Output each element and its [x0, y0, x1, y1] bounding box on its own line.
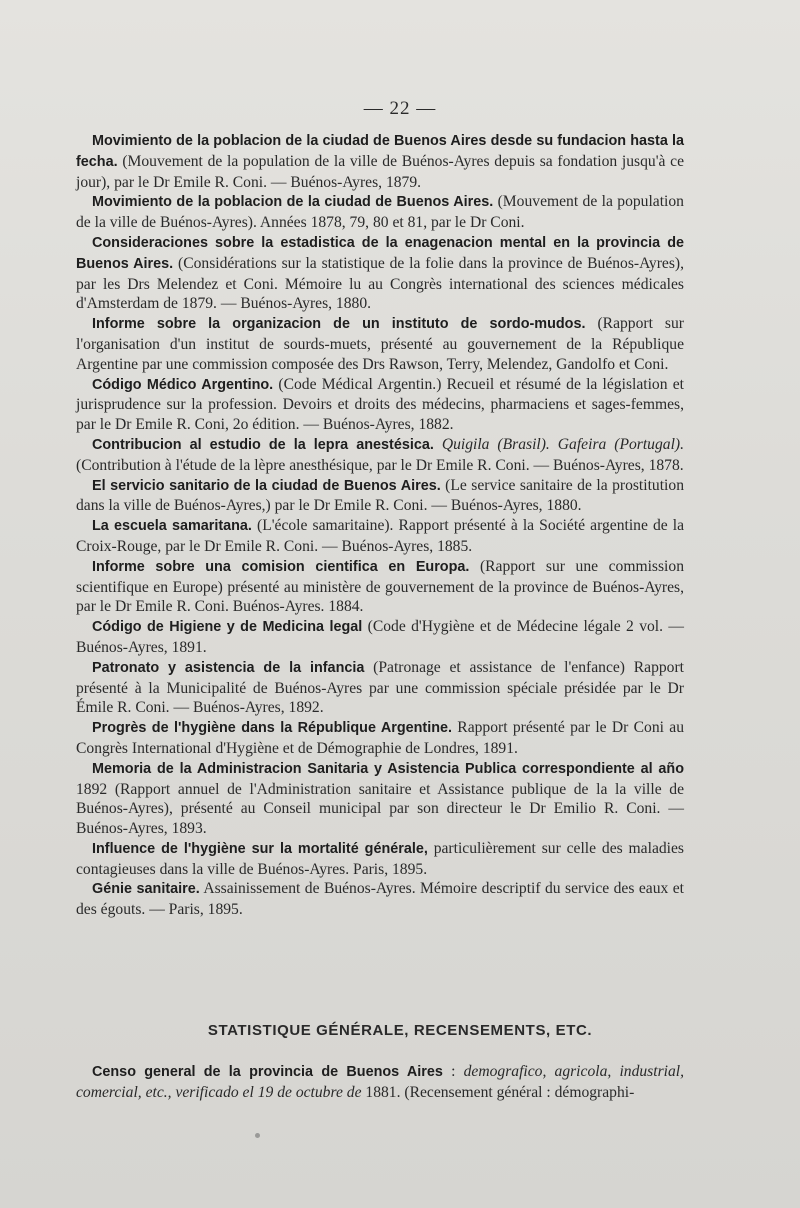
- entry-italic: demografico, agricola, industrial, comercial, etc., verificado el 19 de octubre de: [76, 1063, 684, 1101]
- entry-text: (Considérations sur la statistique de la folie dans la province de Buénos-Ayres), par les Drs Melendez et Coni. Mémoire lu au Congrès international des sciences médicales d'Amsterdam de 1879. — Buénos-Ayres, 1880.: [76, 254, 685, 313]
- entry-text: (L'école samaritaine). Rapport présenté à la Société argentine de la Croix-Rouge, par le Dr Emile R. Coni. — Buénos-Ayres, 1885.: [76, 517, 684, 555]
- bibliography-entry: [76, 759, 684, 839]
- entry-separator: :: [442, 1063, 464, 1080]
- bibliography-entry: [76, 131, 684, 192]
- entry-title: Informe sobre una comision cientifica en Europa.: [92, 558, 470, 575]
- bibliography-entry: [76, 233, 684, 314]
- entry-title: Patronato y asistencia de la infancia: [92, 659, 365, 676]
- bibliography-list: [76, 131, 684, 920]
- entry-text: (Rapport sur l'organisation d'un institut de sourds-muets, présenté au gouvernement de la République Argentine par une commission composée des Drs Rawson, Terry, Melendez, Gandolfo et Coni.: [76, 315, 684, 373]
- entry-title: Informe sobre la organizacion de un instituto de sordo-mudos.: [92, 316, 586, 333]
- entry-title: Memoria de la Administracion Sanitaria y Asistencia Publica correspondiente al año: [92, 760, 684, 777]
- bibliography-entry: [76, 718, 684, 759]
- bibliography-entry: [76, 314, 684, 374]
- entry-title: El servicio sanitario de la ciudad de Buenos Aires.: [92, 477, 441, 494]
- bibliography-entry: [76, 617, 684, 658]
- bibliography-entry: [76, 1062, 684, 1103]
- page-number: — 22 —: [363, 98, 437, 119]
- section-heading: STATISTIQUE GÉNÉRALE, RECENSEMENTS, ETC.: [207, 1022, 593, 1039]
- bibliography-entry: [76, 557, 684, 617]
- entry-text: (Rapport sur une commission scientifique en Europe) présenté au ministère de gouvernement de la province de Buénos-Ayres, par le Dr Emile R. Coni. Buénos-Ayres. 1884.: [76, 557, 684, 616]
- entry-text: Rapport présenté par le Dr Coni au Congrès International d'Hygiène et de Démographie de Londres, 1891.: [76, 719, 684, 757]
- bibliography-entry: [76, 192, 684, 233]
- entry-text: 1881. (Recensement général : démographi-: [361, 1083, 635, 1101]
- entry-title: Progrès de l'hygiène dans la République Argentine.: [92, 720, 452, 737]
- entry-text: (Mouvement de la population de la ville de Buénos-Ayres). Années 1878, 79, 80 et 81, par le Dr Coni.: [76, 193, 684, 232]
- entry-title: Influence de l'hygiène sur la mortalité générale,: [92, 840, 428, 857]
- bibliography-entry: [76, 839, 684, 880]
- entry-title: Código Médico Argentino.: [92, 376, 274, 393]
- entry-text: Assainissement de Buénos-Ayres. Mémoire descriptif du service des eaux et des égouts. — Paris, 1895.: [76, 880, 684, 919]
- bibliography-entry: [76, 879, 684, 920]
- entry-text: particulièrement sur celle des maladies contagieuses dans la ville de Buénos-Ayres. Paris, 1895.: [76, 839, 684, 878]
- entry-text: (Code d'Hygiène et de Médecine légale 2 vol. — Buénos-Ayres, 1891.: [76, 618, 684, 656]
- entry-title: La escuela samaritana.: [92, 518, 252, 535]
- entry-text: (Code Médical Argentin.) Recueil et résumé de la législation et jurisprudence sur la profession. Devoirs et droits des médecins, pharmaciens et sages-femmes, par le Dr Emile R. Coni, 2o édition. — Buénos-Ayres, 1882.: [76, 375, 684, 434]
- entry-title: Contribucion al estudio de la lepra anestésica.: [92, 436, 434, 453]
- entry-text: (Mouvement de la population de la ville de Buénos-Ayres depuis sa fondation jusqu'à ce jour), par le Dr Emile R. Coni. — Buénos-Ayres, 1879.: [76, 152, 684, 191]
- entry-title: Censo general de la provincia de Buenos Aires: [92, 1064, 443, 1080]
- entry-title: Génie sanitaire.: [92, 881, 200, 898]
- bibliography-entry: [76, 435, 684, 476]
- entry-text: 1892 (Rapport annuel de l'Administration sanitaire et Assistance publique de la la ville de Buénos-Ayres), présenté au Conseil municipal par son directeur le Dr Emilio R. Coni. — Buénos-Ayres, 1893.: [76, 780, 684, 838]
- bibliography-entry: [76, 516, 684, 557]
- bibliography-entry: [76, 375, 684, 435]
- entry-title: Consideraciones sobre la estadistica de la enagenacion mental en la provincia de Buenos Aires.: [76, 234, 684, 272]
- bibliography-entry: [76, 476, 684, 517]
- entry-text: (Contribution à l'étude de la lèpre anesthésique, par le Dr Emile R. Coni. — Buénos-Ayres, 1878.: [76, 456, 684, 474]
- entry-text: (Le service sanitaire de la prostitution dans la ville de Buénos-Ayres,) par le Dr Emile R. Coni. — Buénos-Ayres, 1880.: [76, 476, 684, 515]
- ink-speck: [255, 1133, 260, 1138]
- entry-title: Código de Higiene y de Medicina legal: [92, 619, 363, 636]
- entry-text: (Patronage et assistance de l'enfance) Rapport présenté à la Municipalité de Buénos-Ayres par une commission spéciale présidée par le Dr Émile R. Coni. — Buénos-Ayres, 1892.: [76, 658, 684, 717]
- bibliography-entry: [76, 658, 684, 718]
- entry-title: Movimiento de la poblacion de la ciudad de Buenos Aires.: [92, 194, 494, 211]
- entry-title: Movimiento de la poblacion de la ciudad de Buenos Aires desde su fundacion hasta la fecha.: [76, 133, 684, 170]
- entry-italic: Quigila (Brasil). Gafeira (Portugal).: [433, 435, 684, 453]
- census-entry-block: [76, 1062, 684, 1103]
